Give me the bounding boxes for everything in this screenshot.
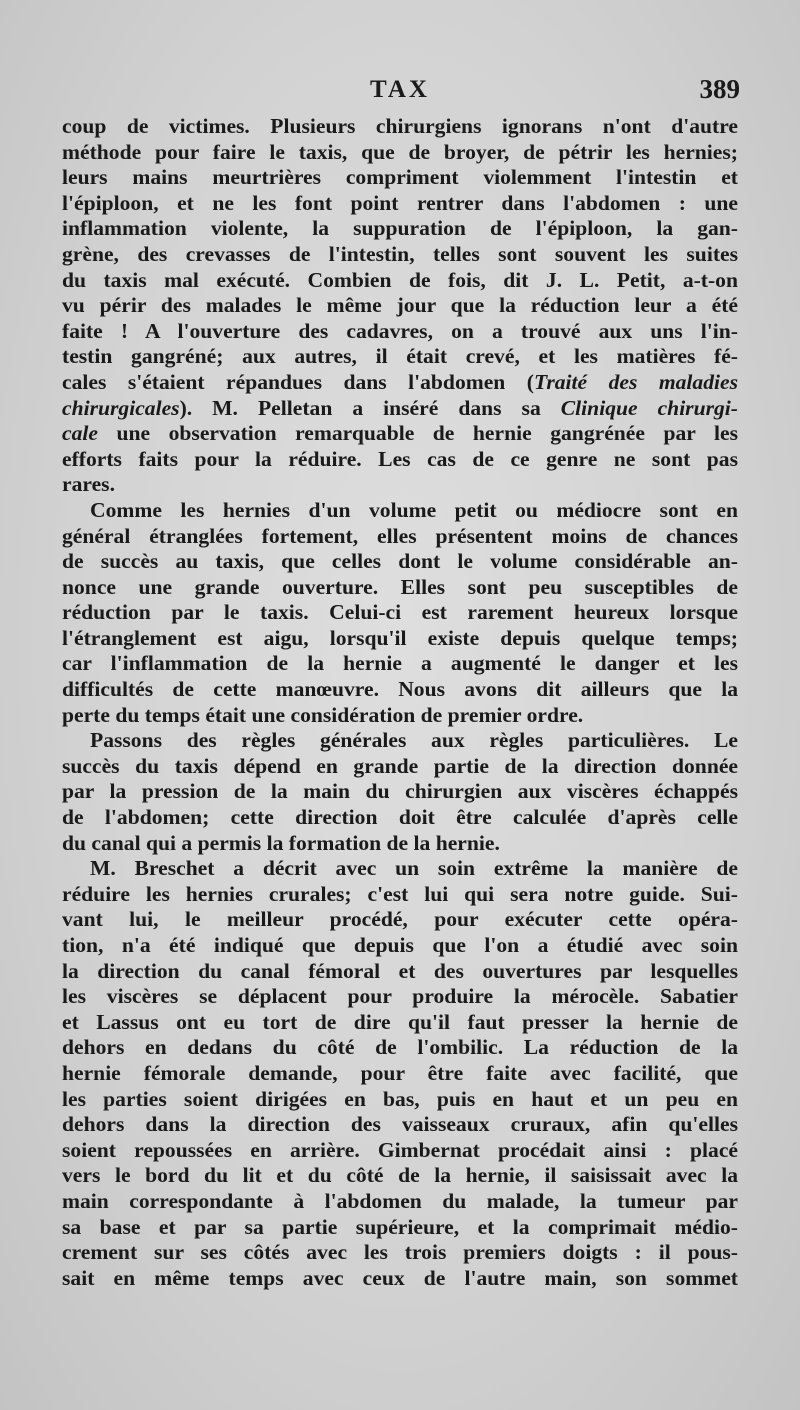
italic-title: Traité des maladies	[533, 369, 738, 394]
text-line: succès du taxis dépend en grande partie de la direction donnée	[62, 753, 738, 778]
italic-title: cale	[62, 421, 98, 446]
text-line: sa base et par sa partie supérieure, et la comprimait médio-	[62, 1214, 738, 1239]
page-header	[62, 76, 738, 110]
text-segment: une observation remarquable de hernie gangrénée par les	[116, 421, 738, 446]
text-line-with-citation	[62, 421, 738, 447]
running-title: TAX	[370, 76, 430, 103]
text-line: sait en même temps avec ceux de l'autre main, son sommet	[62, 1265, 738, 1290]
text-line: de l'abdomen; cette direction doit être calculée d'après celle	[62, 805, 738, 830]
text-line: faite ! A l'ouverture des cadavres, on a trouvé aux uns l'in-	[62, 318, 738, 343]
text-line: l'épiploon, et ne les font point rentrer dans l'abdomen : une	[62, 190, 738, 215]
text-line: nonce une grande ouverture. Elles sont peu susceptibles de	[62, 574, 738, 599]
text-segment: cales s'étaient répandues dans l'abdomen (	[62, 369, 534, 394]
paragraph-end-line: rares.	[62, 472, 115, 497]
text-segment: ). M. Pelletan a inséré dans sa	[179, 395, 541, 420]
text-line: réduire les hernies crurales; c'est lui qui sera notre guide. Sui-	[62, 881, 738, 906]
text-line: dehors en dedans du côté de l'ombilic. La réduction de la	[62, 1035, 738, 1060]
text-line: hernie fémorale demande, pour être faite avec facilité, que	[62, 1060, 738, 1085]
paragraph-start-line: Passons des règles générales aux règles particulières. Le	[90, 728, 738, 753]
text-line-with-citation	[62, 370, 738, 396]
text-line: par la pression de la main du chirurgien aux viscères échappés	[62, 779, 738, 804]
text-line: de succès au taxis, que celles dont le volume considérable an-	[62, 549, 738, 574]
page-number: 389	[699, 74, 740, 104]
body-text	[62, 114, 738, 1291]
paragraph-end-line: perte du temps était une considération de premier ordre.	[62, 702, 584, 727]
text-line: vant lui, le meilleur procédé, pour exécuter cette opéra-	[62, 907, 738, 932]
text-line: leurs mains meurtrières compriment violemment l'intestin et	[62, 165, 738, 190]
text-line: vu périr des malades le même jour que la réduction leur a été	[62, 293, 738, 318]
paragraph-end-line: du canal qui a permis la formation de la hernie.	[62, 830, 500, 855]
text-line: car l'inflammation de la hernie a augmenté le danger et les	[62, 651, 738, 676]
text-line-with-citation	[62, 396, 738, 422]
text-line: et Lassus ont eu tort de dire qu'il faut presser la hernie de	[62, 1009, 738, 1034]
paragraph-start-line: Comme les hernies d'un volume petit ou médiocre sont en	[90, 497, 738, 522]
text-line: réduction par le taxis. Celui-ci est rarement heureux lorsque	[62, 600, 738, 625]
text-line: du taxis mal exécuté. Combien de fois, dit J. L. Petit, a-t-on	[62, 267, 738, 292]
text-line: soient repoussées en arrière. Gimbernat procédait ainsi : placé	[62, 1137, 738, 1162]
text-line: difficultés de cette manœuvre. Nous avons dit ailleurs que la	[62, 677, 738, 702]
text-line: les viscères se déplacent pour produire la mérocèle. Sabatier	[62, 984, 738, 1009]
text-line: dehors dans la direction des vaisseaux cruraux, afin qu'elles	[62, 1112, 738, 1137]
text-line: l'étranglement est aigu, lorsqu'il existe depuis quelque temps;	[62, 625, 738, 650]
paragraph-start-line: M. Breschet a décrit avec un soin extrême la manière de	[90, 856, 738, 881]
text-line: vers le bord du lit et du côté de la hernie, il saisissait avec la	[62, 1163, 738, 1188]
text-line: testin gangréné; aux autres, il était crevé, et les matières fé-	[62, 344, 738, 369]
text-line: inflammation violente, la suppuration de l'épiploon, la gan-	[62, 216, 738, 241]
text-line: main correspondante à l'abdomen du malade, la tumeur par	[62, 1188, 738, 1213]
text-line: crement sur ses côtés avec les trois premiers doigts : il pous-	[62, 1240, 738, 1265]
text-line: coup de victimes. Plusieurs chirurgiens ignorans n'ont d'autre	[62, 114, 738, 138]
text-line: efforts faits pour la réduire. Les cas de ce genre ne sont pas	[62, 446, 738, 471]
italic-title: Clinique chirurgi-	[560, 395, 738, 420]
text-line: grène, des crevasses de l'intestin, telles sont souvent les suites	[62, 241, 738, 266]
text-line: général étranglées fortement, elles présentent moins de chances	[62, 523, 738, 548]
text-line: méthode pour faire le taxis, que de broyer, de pétrir les hernies;	[62, 139, 738, 164]
text-line: tion, n'a été indiqué que depuis que l'on a étudié avec soin	[62, 933, 738, 957]
text-line: les parties soient dirigées en bas, puis en haut et un peu en	[62, 1086, 738, 1111]
italic-title: chirurgicales	[62, 395, 180, 420]
text-line: la direction du canal fémoral et des ouvertures par lesquelles	[62, 958, 738, 983]
